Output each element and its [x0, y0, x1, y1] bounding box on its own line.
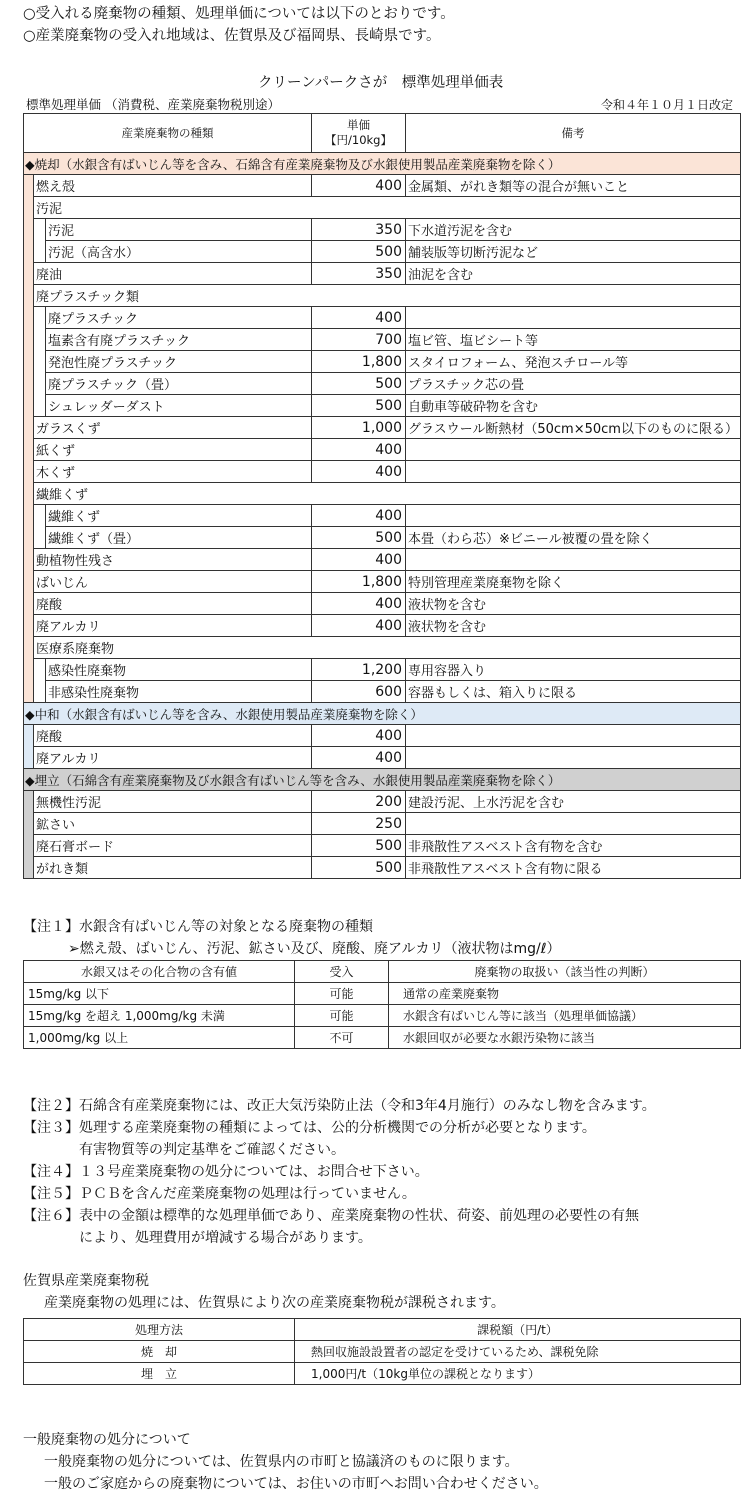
item-price: 400 [312, 725, 406, 747]
item-price: 600 [312, 681, 406, 703]
item-note [406, 461, 741, 483]
general-heading: 一般廃棄物の処分について [23, 1432, 191, 1448]
item-note: 非飛散性アスベスト含有物に限る [406, 857, 741, 879]
table-row [24, 857, 741, 879]
revision-date: 令和４年１０月１日改定 [601, 98, 734, 112]
tax-method: 焼 却 [24, 1341, 295, 1363]
item-price: 1,800 [312, 571, 406, 593]
note-line: 有害物質等の判定基準をご確認ください。 [23, 1142, 345, 1158]
item-name: 動植物性残さ [34, 549, 312, 571]
item-name: ばいじん [34, 571, 312, 593]
item-name: ガラスくず [34, 417, 312, 439]
table-row [24, 637, 741, 659]
item-name: 汚泥 [46, 219, 312, 241]
item-note [406, 505, 741, 527]
item-price: 1,800 [312, 351, 406, 373]
table-row [24, 835, 741, 857]
table-row [24, 439, 741, 461]
mercury-row [24, 983, 741, 1005]
table-row [24, 813, 741, 835]
item-price: 500 [312, 835, 406, 857]
item-note: 塩ビ管、塩ビシート等 [406, 329, 741, 351]
table-row [24, 659, 741, 681]
section-label: ◆中和（水銀含有ばいじん等を含み、水銀使用製品産業廃棄物を除く） [24, 703, 741, 725]
table-row [24, 681, 741, 703]
item-note [406, 813, 741, 835]
table-row [24, 329, 741, 351]
group-name: 廃プラスチック類 [34, 285, 741, 307]
item-name: 発泡性廃プラスチック [46, 351, 312, 373]
item-note: 液状物を含む [406, 593, 741, 615]
indent-cell [34, 351, 46, 373]
item-note: 舗装版等切断汚泥など [406, 241, 741, 263]
mercury-accept: 不可 [295, 1027, 389, 1049]
indent-cell [34, 373, 46, 395]
section-row-neut [24, 703, 741, 725]
table-row [24, 549, 741, 571]
group-name: 汚泥 [34, 197, 741, 219]
section-row-land [24, 769, 741, 791]
item-name: シュレッダーダスト [46, 395, 312, 417]
header-price [312, 114, 406, 153]
mercury-header-row [24, 961, 741, 983]
item-name: 塩素含有廃プラスチック [46, 329, 312, 351]
table-row [24, 461, 741, 483]
mercury-accept: 可能 [295, 1005, 389, 1027]
item-note [406, 549, 741, 571]
indent-cell [34, 307, 46, 329]
section-row-burn [24, 153, 741, 175]
mercury-row [24, 1027, 741, 1049]
header-price-unit: 【円/10kg】 [325, 133, 392, 147]
header-note: 備考 [406, 114, 741, 153]
table-row [24, 527, 741, 549]
tax-amount: 熱回収施設設置者の認定を受けているため、課税免除 [295, 1341, 741, 1363]
item-name: 廃アルカリ [34, 615, 312, 637]
tax-table [23, 1318, 741, 1385]
indent-cell [34, 681, 46, 703]
item-note: 容器もしくは、箱入りに限る [406, 681, 741, 703]
tax-heading: 佐賀県産業廃棄物税 [23, 1273, 149, 1289]
mercury-value: 15mg/kg 以下 [24, 983, 295, 1005]
tax-header-row [24, 1319, 741, 1341]
item-price: 400 [312, 439, 406, 461]
indent-cell [34, 395, 46, 417]
price-table [23, 113, 741, 879]
table-row [24, 791, 741, 813]
general-line-2: 一般のご家庭からの廃棄物については、お住いの市町へお問い合わせください。 [44, 1476, 548, 1492]
tax-text: 産業廃棄物の処理には、佐賀県により次の産業廃棄物税が課税されます。 [44, 1295, 505, 1311]
table-row [24, 263, 741, 285]
mercury-handling: 通常の産業廃棄物 [389, 983, 741, 1005]
table-row [24, 175, 741, 197]
section-stripe [24, 791, 34, 879]
item-price: 350 [312, 263, 406, 285]
item-note: 自動車等破砕物を含む [406, 395, 741, 417]
item-name: 廃プラスチック [46, 307, 312, 329]
mercury-value: 1,000mg/kg 以上 [24, 1027, 295, 1049]
table-row [24, 219, 741, 241]
item-note: 専用容器入り [406, 659, 741, 681]
table-row [24, 725, 741, 747]
item-price: 1,000 [312, 417, 406, 439]
table-row [24, 747, 741, 769]
table-row [24, 593, 741, 615]
intro-line-1: ○受入れる廃棄物の種類、処理単価については以下のとおりです。 [23, 6, 455, 22]
general-line-1: 一般廃棄物の処分については、佐賀県内の市町と協議済のものに限ります。 [44, 1454, 519, 1470]
tax-row [24, 1341, 741, 1363]
table-row [24, 417, 741, 439]
item-name: 燃え殻 [34, 175, 312, 197]
item-note [406, 747, 741, 769]
item-note: 非飛散性アスベスト含有物を含む [406, 835, 741, 857]
item-price: 700 [312, 329, 406, 351]
item-price: 400 [312, 593, 406, 615]
section-label: ◆埋立（石綿含有産業廃棄物及び水銀含有ばいじん等を含み、水銀使用製品産業廃棄物を除く） [24, 769, 741, 791]
group-name: 繊維くず [34, 483, 741, 505]
table-row [24, 615, 741, 637]
item-price: 400 [312, 461, 406, 483]
item-price: 400 [312, 549, 406, 571]
item-price: 500 [312, 373, 406, 395]
item-note [406, 307, 741, 329]
item-name: 廃油 [34, 263, 312, 285]
item-note [406, 439, 741, 461]
item-name: 鉱さい [34, 813, 312, 835]
indent-cell [34, 329, 46, 351]
section-stripe [24, 175, 34, 703]
item-name: 廃酸 [34, 725, 312, 747]
section-stripe [24, 725, 34, 769]
mercury-handling: 水銀回収が必要な水銀汚染物に該当 [389, 1027, 741, 1049]
mercury-row [24, 1005, 741, 1027]
item-price: 400 [312, 175, 406, 197]
note-1-sub: ➢燃え殻、ばいじん、汚泥、鉱さい及び、廃酸、廃アルカリ（液状物はmg/ℓ） [68, 941, 561, 957]
table-row [24, 483, 741, 505]
item-note: 建設汚泥、上水汚泥を含む [406, 791, 741, 813]
item-price: 200 [312, 791, 406, 813]
tax-header-cell: 処理方法 [24, 1319, 295, 1341]
table-row [24, 395, 741, 417]
item-price: 500 [312, 241, 406, 263]
item-note: 油泥を含む [406, 263, 741, 285]
item-price: 400 [312, 747, 406, 769]
mercury-header-cell: 水銀又はその化合物の含有値 [24, 961, 295, 983]
item-name: 無機性汚泥 [34, 791, 312, 813]
tax-row [24, 1363, 741, 1385]
table-row [24, 505, 741, 527]
header-price-label: 単価 [347, 118, 370, 132]
item-note: グラスウール断熱材（50cm×50cm以下のものに限る） [406, 417, 741, 439]
table-row [24, 351, 741, 373]
table-row [24, 241, 741, 263]
table-row [24, 197, 741, 219]
note-line: 【注５】ＰＣＢを含んだ産業廃棄物の処理は行っていません。 [23, 1186, 416, 1202]
mercury-header-cell: 廃棄物の取扱い（該当性の判断） [389, 961, 741, 983]
item-price: 400 [312, 615, 406, 637]
item-note: 液状物を含む [406, 615, 741, 637]
table-row [24, 285, 741, 307]
table-subtitle: 標準処理単価 （消費税、産業廃棄物税別途） [26, 97, 280, 112]
tax-header-cell: 課税額（円/t） [295, 1319, 741, 1341]
item-note: スタイロフォーム、発泡スチロール等 [406, 351, 741, 373]
mercury-accept: 可能 [295, 983, 389, 1005]
item-note [406, 725, 741, 747]
item-name: 廃石膏ボード [34, 835, 312, 857]
intro-line-2: ○産業廃棄物の受入れ地域は、佐賀県及び福岡県、長崎県です。 [23, 28, 441, 44]
item-price: 500 [312, 395, 406, 417]
indent-cell [34, 241, 46, 263]
item-name: 廃アルカリ [34, 747, 312, 769]
group-name: 医療系廃棄物 [34, 637, 741, 659]
item-price: 1,200 [312, 659, 406, 681]
item-price: 350 [312, 219, 406, 241]
item-name: 廃プラスチック（畳） [46, 373, 312, 395]
table-header-row [24, 114, 741, 153]
item-name: がれき類 [34, 857, 312, 879]
table-title: クリーンパークさが 標準処理単価表 [258, 75, 504, 91]
item-name: 汚泥（高含水） [46, 241, 312, 263]
header-type: 産業廃棄物の種類 [24, 114, 312, 153]
table-row [24, 373, 741, 395]
indent-cell [34, 505, 46, 527]
table-row [24, 307, 741, 329]
note-line: 【注４】１３号産業廃棄物の処分については、お問合せ下さい。 [23, 1164, 429, 1180]
item-note: 特別管理産業廃棄物を除く [406, 571, 741, 593]
note-line: 【注２】石綿含有産業廃棄物には、改正大気汚染防止法（令和3年4月施行）のみなし物を含みます。 [23, 1098, 656, 1114]
notes-block [23, 1095, 656, 1249]
tax-method: 埋 立 [24, 1363, 295, 1385]
note-line: 【注６】表中の金額は標準的な処理単価であり、産業廃棄物の性状、荷姿、前処理の必要性の有無 [23, 1208, 639, 1224]
item-price: 500 [312, 527, 406, 549]
item-price: 500 [312, 857, 406, 879]
item-price: 400 [312, 505, 406, 527]
item-name: 繊維くず（畳） [46, 527, 312, 549]
item-price: 250 [312, 813, 406, 835]
note-1: 【注１】水銀含有ばいじん等の対象となる廃棄物の種類 [23, 919, 373, 935]
item-name: 廃酸 [34, 593, 312, 615]
item-name: 感染性廃棄物 [46, 659, 312, 681]
item-name: 紙くず [34, 439, 312, 461]
item-note: 下水道汚泥を含む [406, 219, 741, 241]
indent-cell [34, 527, 46, 549]
item-note: 本畳（わら芯）※ビニール被覆の畳を除く [406, 527, 741, 549]
indent-cell [34, 219, 46, 241]
item-name: 木くず [34, 461, 312, 483]
item-note: プラスチック芯の畳 [406, 373, 741, 395]
note-line: により、処理費用が増減する場合があります。 [23, 1230, 372, 1246]
mercury-value: 15mg/kg を超え 1,000mg/kg 未満 [24, 1005, 295, 1027]
mercury-table [23, 960, 741, 1049]
item-price: 400 [312, 307, 406, 329]
item-note: 金属類、がれき類等の混合が無いこと [406, 175, 741, 197]
item-name: 繊維くず [46, 505, 312, 527]
mercury-header-cell: 受入 [295, 961, 389, 983]
section-label: ◆焼却（水銀含有ばいじん等を含み、石綿含有産業廃棄物及び水銀使用製品産業廃棄物を除く） [24, 153, 741, 175]
indent-cell [34, 659, 46, 681]
tax-amount: 1,000円/t（10kg単位の課税となります） [295, 1363, 741, 1385]
note-line: 【注３】処理する産業廃棄物の種類によっては、公的分析機関での分析が必要となります。 [23, 1120, 596, 1136]
table-row [24, 571, 741, 593]
mercury-handling: 水銀含有ばいじん等に該当（処理単価協議） [389, 1005, 741, 1027]
item-name: 非感染性廃棄物 [46, 681, 312, 703]
